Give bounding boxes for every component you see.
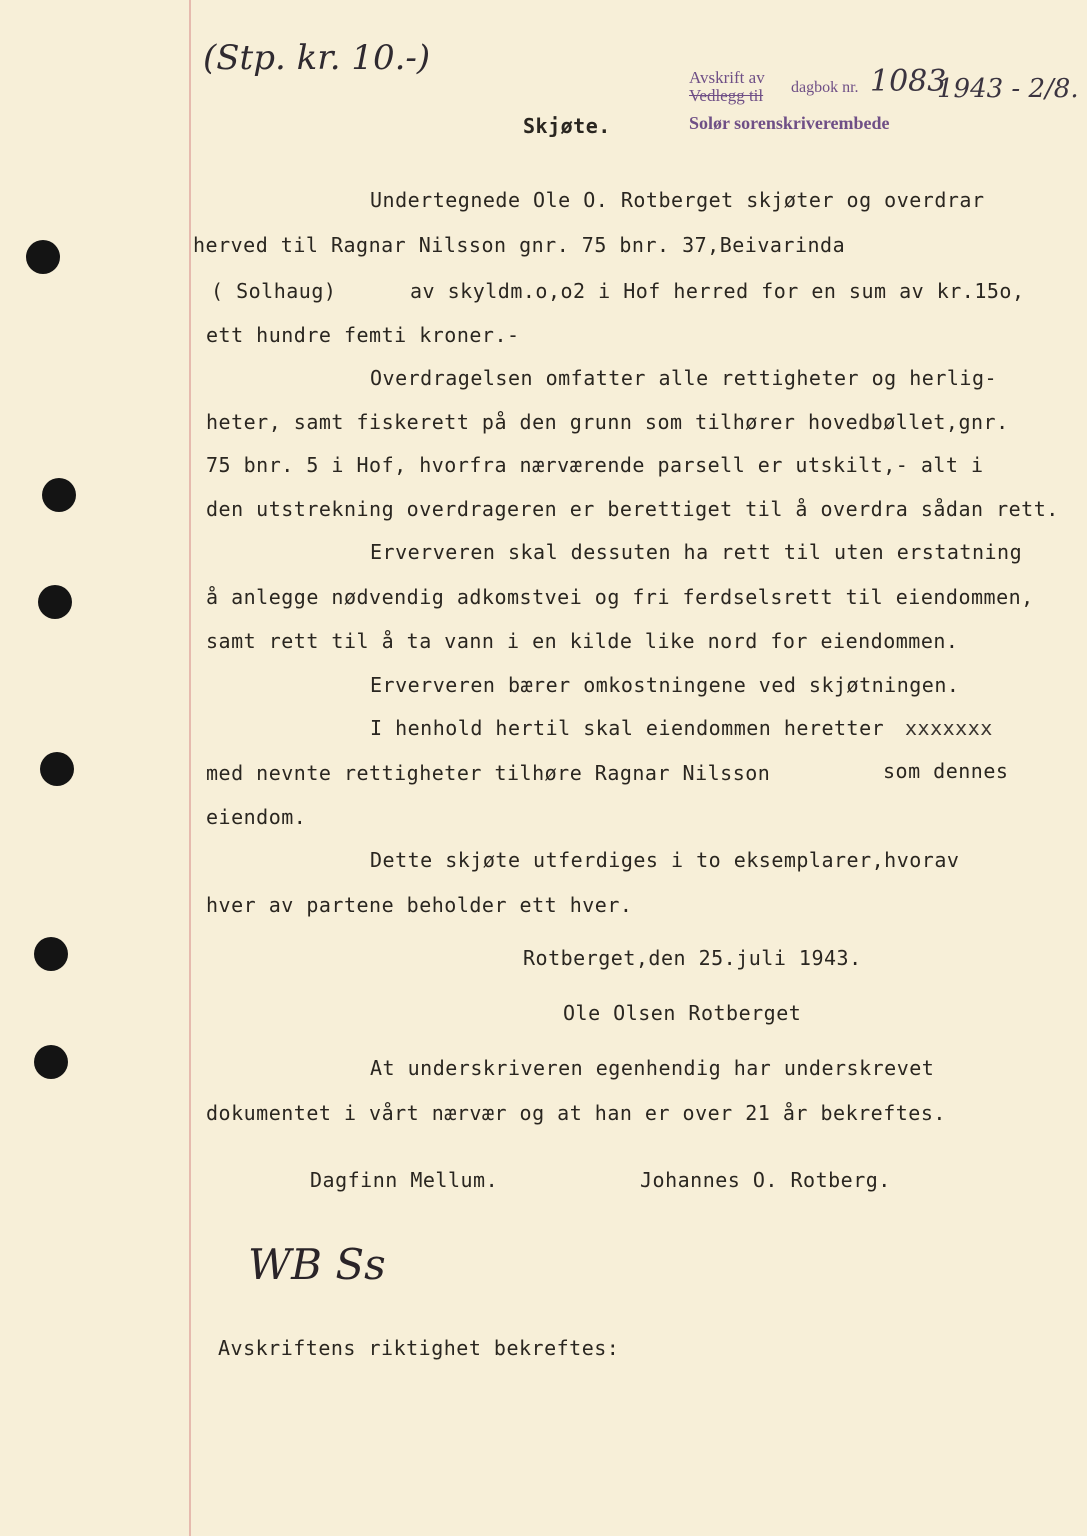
body-line: 75 bnr. 5 i Hof, hvorfra nærværende parsell er utskilt,- alt i	[206, 453, 984, 477]
body-line: heter, samt fiskerett på den grunn som tilhører hovedbøllet,gnr.	[206, 410, 1009, 434]
witness-line: At underskriveren egenhendig har underskrevet	[370, 1056, 935, 1080]
witness-line: dokumentet i vårt nærvær og at han er over 21 år bekreftes.	[206, 1101, 946, 1125]
stamp-fee-note: (Stp. kr. 10.-)	[203, 38, 431, 78]
stamp-office: Solør sorenskriverembede	[689, 113, 890, 133]
body-line: Overdragelsen omfatter alle rettigheter og herlig-	[370, 366, 998, 390]
body-line: av skyldm.o,o2 i Hof herred for en sum av kr.15o,	[410, 279, 1025, 303]
body-line: Erververen bærer omkostningene ved skjøtningen.	[370, 673, 960, 697]
body-line: ( Solhaug)	[211, 279, 337, 303]
punch-hole	[38, 585, 72, 619]
dateline: Rotberget,den 25.juli 1943.	[523, 946, 862, 970]
witness-name: Dagfinn Mellum.	[310, 1168, 499, 1192]
initials-handwritten: WB Ss	[248, 1240, 386, 1289]
stamp-dagbok-label: dagbok nr.	[791, 79, 859, 96]
punch-hole	[26, 240, 60, 274]
body-line: Undertegnede Ole O. Rotberget skjøter og overdrar	[370, 188, 985, 212]
body-line: herved til Ragnar Nilsson gnr. 75 bnr. 37,Beivarinda	[193, 233, 846, 257]
struck-text: xxxxxxx	[905, 716, 993, 740]
body-line: Dette skjøte utferdiges i to eksemplarer,hvorav	[370, 848, 960, 872]
punch-hole	[42, 478, 76, 512]
body-line: med nevnte rettigheter tilhøre Ragnar Nilsson	[206, 761, 771, 785]
body-line: hver av partene beholder ett hver.	[206, 893, 633, 917]
body-line: å anlegge nødvendig adkomstvei og fri ferdselsrett til eiendommen,	[206, 585, 1034, 609]
body-line: den utstrekning overdrageren er berettiget til å overdra sådan rett.	[206, 497, 1059, 521]
dagbok-number: 1083	[870, 64, 947, 99]
document-title: Skjøte.	[523, 114, 611, 138]
punch-hole	[34, 937, 68, 971]
dagbok-year-date: 1943 - 2/8.	[937, 74, 1079, 104]
body-line: som dennes	[883, 759, 1009, 783]
body-line: I henhold hertil skal eiendommen heretter	[370, 716, 885, 740]
punch-hole	[34, 1045, 68, 1079]
body-line: eiendom.	[206, 805, 307, 829]
punch-hole	[40, 752, 74, 786]
witness-name: Johannes O. Rotberg.	[640, 1168, 891, 1192]
body-line: Erververen skal dessuten ha rett til uten erstatning	[370, 540, 1023, 564]
margin-rule	[189, 0, 191, 1536]
body-line: ett hundre femti kroner.-	[206, 323, 520, 347]
certification-line: Avskriftens riktighet bekreftes:	[218, 1336, 620, 1360]
stamp-avskrift: Avskrift av	[689, 68, 765, 87]
body-line: samt rett til å ta vann i en kilde like nord for eiendommen.	[206, 629, 959, 653]
signer-name: Ole Olsen Rotberget	[563, 1001, 802, 1025]
stamp-vedlegg: Vedlegg til	[689, 86, 764, 105]
